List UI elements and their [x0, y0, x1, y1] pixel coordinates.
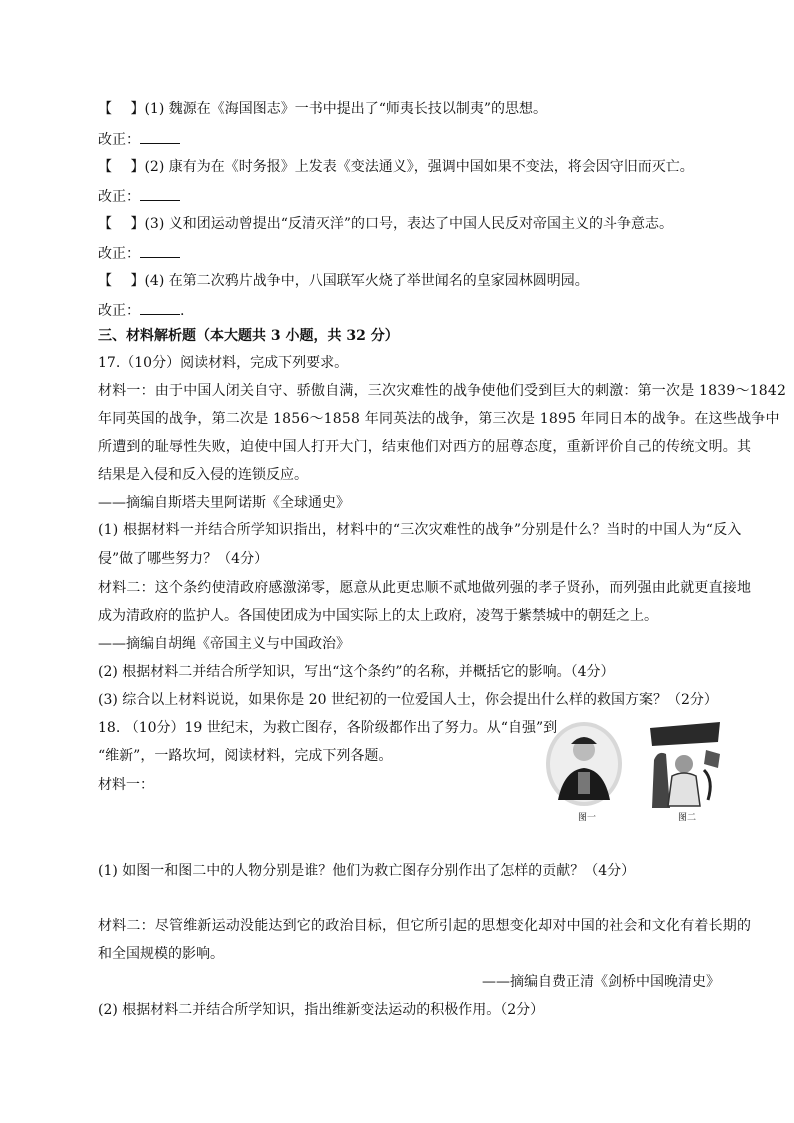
judge-item-2: 【 】(2) 康有为在《时务报》上发表《变法通义》，强调中国如果不变法，将会因守旧而灭亡。 — [98, 159, 694, 175]
q17-material1-source: ——摘编自斯塔夫里阿诺斯《全球通史》 — [98, 495, 350, 511]
answer-blank[interactable] — [140, 186, 180, 201]
answer-blank[interactable] — [140, 300, 180, 315]
figure-1-caption: 图一 — [578, 813, 597, 823]
section-title: 三、材料解析题（本大题共 3 小题，共 32 分） — [98, 328, 399, 344]
fix-label: 改正： — [98, 132, 140, 148]
q17-material2-line: 材料二：这个条约使清政府感激涕零，愿意从此更忠顺不贰地做列强的孝子贤孙，而列强由此就更直接地 — [98, 580, 752, 596]
q17-question3: (3) 综合以上材料说说，如果你是 20 世纪初的一位爱国人士，你会提出什么样的救国方案？（2分） — [98, 692, 718, 708]
answer-blank[interactable] — [140, 243, 180, 258]
judge-item-4: 【 】(4) 在第二次鸦片战争中，八国联军火烧了举世闻名的皇家园林圆明园。 — [98, 273, 589, 289]
q17-question1-line: 侵”做了哪些努力？（4分） — [98, 551, 269, 567]
figure-photos — [544, 720, 724, 825]
judge-item-3: 【 】(3) 义和团运动曾提出“反清灭洋”的口号，表达了中国人民反对帝国主义的斗争意志。 — [98, 216, 674, 232]
judge-item-1: 【 】(1) 魏源在《海国图志》一书中提出了“师夷长技以制夷”的思想。 — [98, 101, 548, 117]
q18-head-line: 18. （10分）19 世纪末，为救亡图存，各阶级都作出了努力。从“自强”到 — [98, 720, 558, 736]
figure-2-caption: 图二 — [678, 813, 697, 823]
q17-material1-line: 年同英国的战争，第二次是 1856～1858 年同英法的战争，第三次是 1895 年同日本的战争。在这些战争中 — [98, 411, 780, 427]
q18-material2-line: 材料二：尽管维新运动没能达到它的政治目标，但它所引起的思想变化却对中国的社会和文化有着长期的 — [98, 918, 752, 934]
q18-material2-line: 和全国规模的影响。 — [98, 946, 224, 962]
portrait-figure-2 — [644, 720, 724, 808]
q17-question1-line: (1) 根据材料一并结合所学知识指出，材料中的“三次灾难性的战争”分别是什么？当时的中国人为“反入 — [98, 522, 742, 538]
fix-label: 改正： — [98, 246, 140, 262]
q17-material2-source: ——摘编自胡绳《帝国主义与中国政治》 — [98, 636, 350, 652]
answer-blank[interactable] — [140, 129, 180, 144]
q17-material1-line: 材料一：由于中国人闭关自守、骄傲自满，三次灾难性的战争使他们受到巨大的刺激：第一次是 1839～1842 — [98, 383, 787, 399]
q18-material1-label: 材料一： — [98, 777, 154, 793]
q18-material2-source: ——摘编自费正清《剑桥中国晚清史》 — [482, 974, 720, 990]
q18-question2: (2) 根据材料二并结合所学知识，指出维新变法运动的积极作用。（2分） — [98, 1002, 545, 1018]
fix-line-4 — [98, 300, 184, 321]
q18-head-line: “维新”，一路坎坷，阅读材料，完成下列各题。 — [98, 748, 393, 764]
fix-label: 改正： — [98, 303, 140, 319]
portrait-figure-1 — [544, 720, 624, 808]
fix-line-1 — [98, 129, 180, 150]
q17-material1-line: 结果是入侵和反入侵的连锁反应。 — [98, 467, 308, 483]
q17-material2-line: 成为清政府的监护人。各国使团成为中国实际上的太上政府，凌驾于紫禁城中的朝廷之上。 — [98, 608, 658, 624]
q18-question1: (1) 如图一和图二中的人物分别是谁？他们为救亡图存分别作出了怎样的贡献？（4分） — [98, 863, 636, 879]
fix-line-2 — [98, 186, 180, 207]
q17-material1-line: 所遭到的耻辱性失败，迫使中国人打开大门，结束他们对西方的屈尊态度，重新评价自己的传统文明。其 — [98, 439, 752, 455]
fix-suffix: . — [180, 303, 185, 319]
q17-question2: (2) 根据材料二并结合所学知识，写出“这个条约”的名称，并概括它的影响。（4分） — [98, 664, 615, 680]
q17-head: 17.（10分）阅读材料，完成下列要求。 — [98, 355, 349, 371]
fix-line-3 — [98, 243, 180, 264]
fix-label: 改正： — [98, 189, 140, 205]
